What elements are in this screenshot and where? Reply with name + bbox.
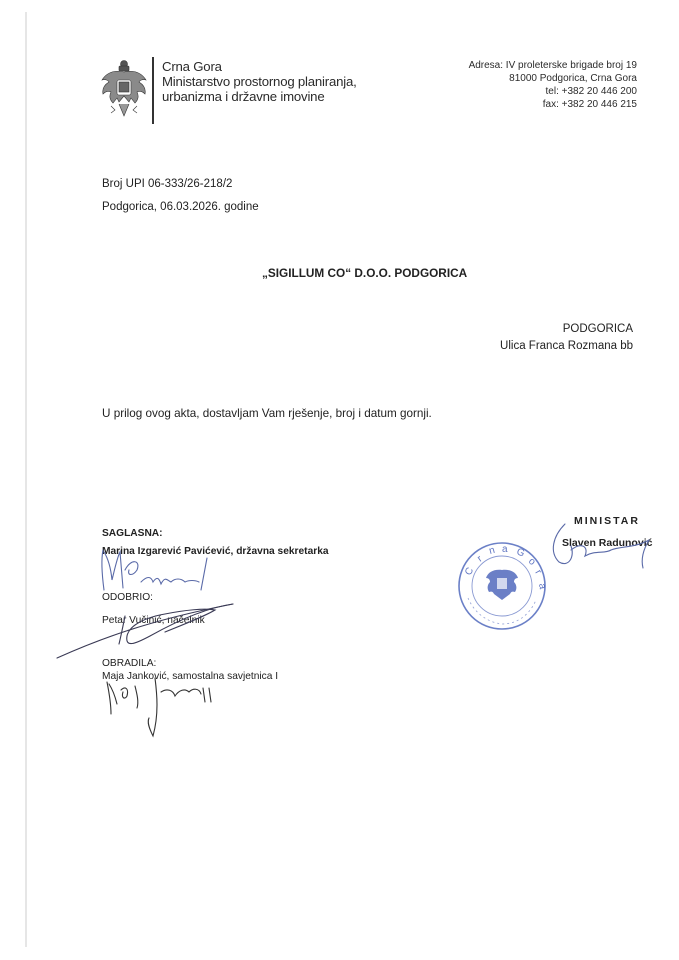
- signature-jankovic-icon: [95, 674, 225, 744]
- page-edge: [25, 12, 27, 947]
- svg-text:r: r: [532, 568, 544, 577]
- approved-name: Petar Vučinić, načelnik: [102, 615, 205, 626]
- recipient-street: Ulica Franca Rozmana bb: [500, 340, 633, 352]
- minister-title: MINISTAR: [574, 515, 640, 527]
- address-street: Adresa: IV proleterske brigade broj 19: [468, 60, 637, 71]
- address-city: 81000 Podgorica, Crna Gora: [509, 73, 637, 84]
- header-divider: [152, 57, 154, 124]
- organization-name: [162, 59, 357, 104]
- prepared-label: OBRADILA:: [102, 658, 157, 669]
- recipient-city: PODGORICA: [562, 323, 633, 335]
- signature-radunovic-icon: [545, 520, 665, 580]
- org-line-ministry: Ministarstvo prostornog planiranja,: [162, 74, 357, 89]
- letter-body: U prilog ovog akta, dostavljam Vam rješenje, broj i datum gornji.: [102, 407, 432, 420]
- ministry-address: [469, 59, 637, 111]
- svg-text:n: n: [487, 544, 497, 557]
- org-line-country: Crna Gora: [162, 59, 222, 74]
- org-line-ministry-cont: urbanizma i državne imovine: [162, 89, 325, 104]
- svg-text:a: a: [536, 582, 548, 590]
- recipient-address: [500, 321, 633, 355]
- minister-name: Slaven Radunović: [562, 537, 653, 549]
- approved-label: ODOBRIO:: [102, 592, 153, 603]
- signature-vucinic-icon: [55, 596, 245, 666]
- svg-text:o: o: [526, 555, 538, 568]
- place-and-date: Podgorica, 06.03.2026. godine: [102, 201, 259, 213]
- svg-text:G: G: [514, 546, 527, 560]
- reference-number: Broj UPI 06-333/26-218/2: [102, 178, 233, 190]
- svg-text:r: r: [475, 553, 485, 565]
- prepared-name: Maja Janković, samostalna savjetnica I: [102, 671, 279, 682]
- svg-text:a: a: [502, 544, 508, 555]
- official-stamp-icon: [456, 540, 548, 632]
- recipient-name: „SIGILLUM CO“ D.O.O. PODGORICA: [262, 266, 468, 280]
- address-phone: tel: +382 20 446 200: [545, 86, 637, 97]
- svg-text:C: C: [463, 565, 477, 578]
- coat-of-arms-icon: [97, 58, 151, 118]
- agreed-label: SAGLASNA:: [102, 528, 163, 539]
- agreed-name: Marina Izgarević Pavićević, državna sekretarka: [102, 546, 329, 557]
- address-fax: fax: +382 20 446 215: [542, 99, 637, 110]
